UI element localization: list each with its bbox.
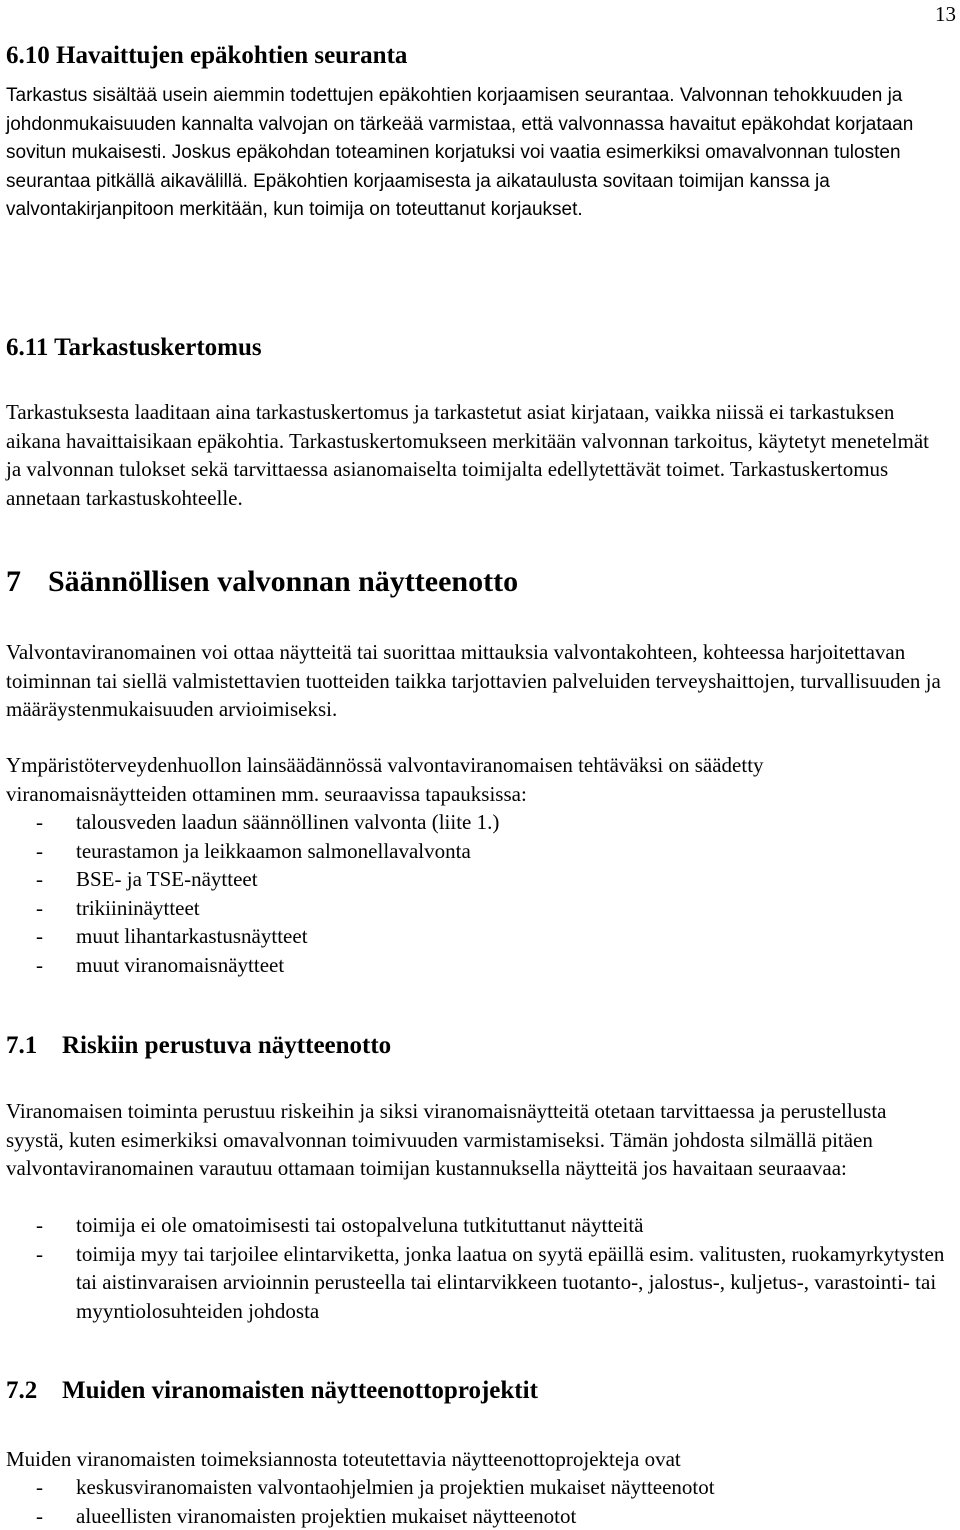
heading-7-2-title: Muiden viranomaisten näytteenottoprojektit bbox=[62, 1377, 538, 1404]
list-item bbox=[6, 808, 499, 837]
dash-bullet: - bbox=[36, 1213, 43, 1237]
list-item-text: teurastamon ja leikkaamon salmonellavalvonta bbox=[76, 838, 471, 863]
dash-bullet: - bbox=[36, 867, 43, 891]
heading-7-2-number: 7.2 bbox=[6, 1377, 38, 1404]
dash-bullet: - bbox=[36, 1475, 43, 1499]
dash-bullet: - bbox=[36, 810, 43, 834]
paragraph-7-1: Viranomaisen toiminta perustuu riskeihin ja siksi viranomaisnäytteitä otetaan tarvittaessa ja perustellusta syystä, kuten esimerkiksi omavalvonnan toimivuuden varmistamiseksi. Tämän johdosta silmällä pitäen valvontaviranomainen varautuu ottamaan toimijan kustannuksella näytteitä jos havaitaan seuraavaa: bbox=[6, 1099, 887, 1180]
list-item-text: toimija ei ole omatoimisesti tai ostopalveluna tutkituttanut näytteitä bbox=[76, 1213, 644, 1237]
heading-7 bbox=[6, 565, 518, 599]
list-item-text: talousveden laadun säännöllinen valvonta (liite 1.) bbox=[76, 810, 500, 834]
list-item-text: toimija myy tai tarjoilee elintarviketta, jonka laatua on syytä epäillä esim. valitusten, ruokamyrkytysten tai aistinvaraisen arvioinnin perusteella tai elintarvikkeen tuotanto-, jalostus-, kuljetus-, varastointi- tai myyntiolosuhteiden johdosta bbox=[76, 1241, 945, 1323]
list-item-text: muut viranomaisnäytteet bbox=[76, 952, 285, 977]
list-item bbox=[6, 837, 499, 866]
list-item-text: muut lihantarkastusnäytteet bbox=[76, 924, 308, 948]
list-item bbox=[6, 1211, 946, 1240]
dash-bullet: - bbox=[36, 1503, 43, 1528]
heading-7-1-number: 7.1 bbox=[6, 1032, 38, 1059]
heading-6-10: 6.10 Havaittujen epäkohtien seuranta bbox=[6, 42, 408, 69]
list-item bbox=[6, 865, 499, 894]
heading-6-11: 6.11 Tarkastuskertomus bbox=[6, 334, 262, 361]
paragraph-7-intro: Valvontaviranomainen voi ottaa näytteitä tai suorittaa mittauksia valvontakohteen, kohteessa harjoitettavan toiminnan tai siellä valmistettavien tuotteiden taikka tarjottavien palveluiden terveyshaittojen, turvallisuuden ja määräystenmukaisuuden arvioimiseksi. bbox=[6, 640, 941, 721]
list-item bbox=[6, 1473, 715, 1502]
heading-7-1-title: Riskiin perustuva näytteenotto bbox=[62, 1032, 392, 1059]
list-item-text: alueellisten viranomaisten projektien mukaiset näytteenotot bbox=[76, 1503, 577, 1528]
list-item bbox=[6, 1240, 946, 1326]
list-7-2 bbox=[6, 1473, 715, 1530]
list-item bbox=[6, 1502, 715, 1530]
paragraph-6-11: Tarkastuksesta laaditaan aina tarkastuskertomus ja tarkastetut asiat kirjataan, vaikka niissä ei tarkastuksen aikana havaittaisikaan epäkohtia. Tarkastuskertomukseen merkitään valvonnan tarkoitus, käytetyt menetelmät ja valvonnan tulokset sekä tarvittaessa asianomaiselta toimijalta edellytettävät toimet. Tarkastuskertomus annetaan tarkastuskohteelle. bbox=[6, 400, 929, 510]
heading-7-2 bbox=[6, 1377, 538, 1405]
heading-7-title: Säännöllisen valvonnan näytteenotto bbox=[48, 565, 519, 598]
list-item-text: trikiininäytteet bbox=[76, 895, 200, 920]
dash-bullet: - bbox=[36, 952, 43, 977]
heading-7-number: 7 bbox=[6, 565, 21, 598]
list-item bbox=[6, 894, 499, 923]
list-item-text: BSE- ja TSE-näytteet bbox=[76, 867, 258, 891]
dash-bullet: - bbox=[36, 838, 43, 863]
dash-bullet: - bbox=[36, 895, 43, 920]
dash-bullet: - bbox=[36, 924, 43, 948]
list-7-1 bbox=[6, 1211, 946, 1325]
list-item bbox=[6, 922, 499, 951]
dash-bullet: - bbox=[36, 1241, 43, 1266]
paragraph-6-10: Tarkastus sisältää usein aiemmin todettujen epäkohtien korjaamisen seurantaa. Valvonnan tehokkuuden ja johdonmukaisuuden kannalta valvojan on tärkeää varmistaa, että valvonnassa havaitut epäkohdat korjataan sovitun mukaisesti. Joskus epäkohdan toteaminen korjatuksi voi vaatia esimerkiksi omavalvonnan tulosten seurantaa pitkällä aikavälillä. Epäkohtien korjaamisesta ja aikataulusta sovitaan toimijan kanssa ja valvontakirjanpitoon merkitään, kun toimija on toteuttanut korjaukset. bbox=[6, 85, 914, 220]
paragraph-7-cases: Ympäristöterveydenhuollon lainsäädännössä valvontaviranomaisen tehtäväksi on säädetty viranomaisnäytteiden ottaminen mm. seuraavissa tapauksissa: bbox=[6, 753, 764, 806]
list-7-cases bbox=[6, 808, 499, 979]
list-item bbox=[6, 951, 499, 980]
list-item-text: keskusviranomaisten valvontaohjelmien ja projektien mukaiset näytteenotot bbox=[76, 1475, 715, 1499]
page-number: 13 bbox=[935, 2, 956, 26]
heading-7-1 bbox=[6, 1032, 391, 1060]
paragraph-7-2: Muiden viranomaisten toimeksiannosta toteutettavia näytteenottoprojekteja ovat bbox=[6, 1447, 681, 1471]
